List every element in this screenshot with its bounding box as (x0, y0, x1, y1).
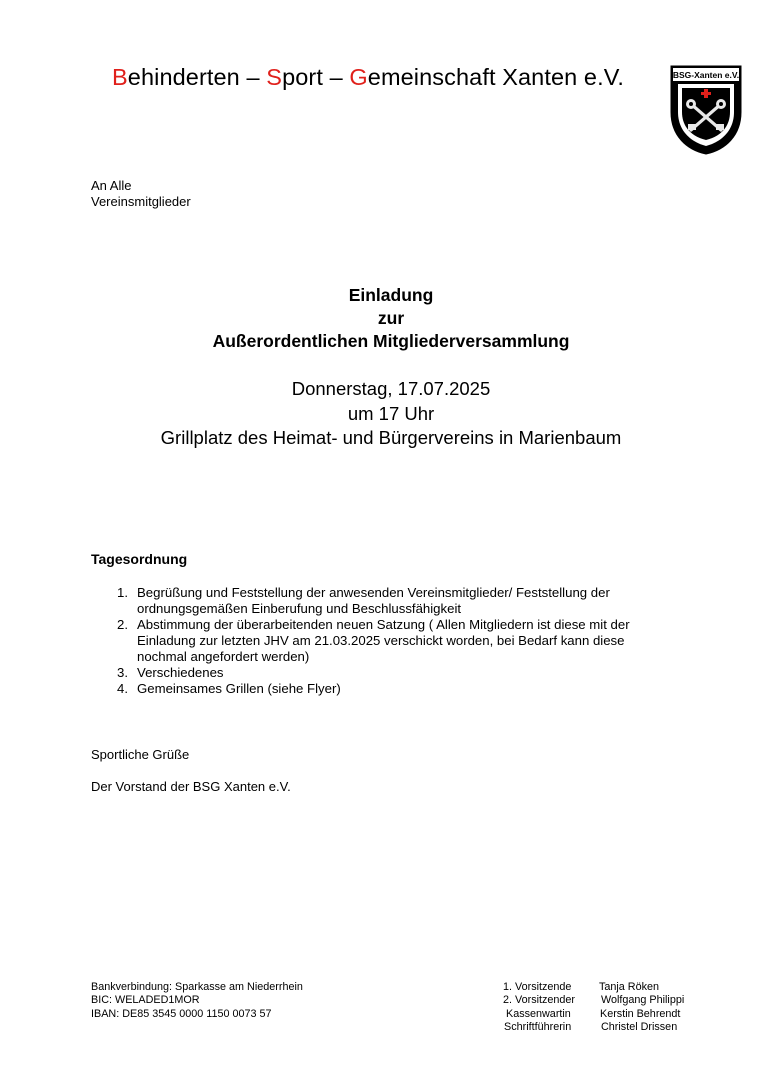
title-part: S (266, 64, 283, 90)
agenda-item (91, 665, 691, 681)
title-part: B (112, 64, 128, 90)
bank-line: IBAN: DE85 3545 0000 1150 0073 57 (91, 1007, 272, 1020)
invitation-line: Einladung (348, 285, 434, 305)
bank-details (91, 981, 303, 1021)
board-name: Tanja Röken (599, 981, 660, 993)
recipient-line: An Alle (91, 178, 132, 193)
title-part: emeinschaft Xanten e.V. (367, 64, 624, 90)
agenda-text: Begrüßung und Feststellung der anwesenden Vereinsmitglieder/ Feststellung der (137, 585, 610, 600)
board-role: 2. Vorsitzender (503, 994, 576, 1007)
agenda-text: ordnungsgemäßen Einberufung und Beschlussfähigkeit (137, 601, 462, 616)
invitation-line: zur (377, 308, 405, 328)
event-details (0, 377, 763, 451)
board-row (503, 1020, 678, 1034)
club-logo (669, 64, 743, 156)
board-role: Schriftführerin (504, 1020, 572, 1033)
title-part: port – (282, 64, 350, 90)
agenda-text: Abstimmung der überarbeitenden neuen Satzung ( Allen Mitgliedern ist diese mit der (137, 617, 630, 632)
board-name: Christel Drissen (601, 1020, 678, 1033)
board-name: Wolfgang Philippi (601, 994, 685, 1007)
event-date: Donnerstag, 17.07.2025 (291, 378, 491, 399)
agenda-number: 1. (117, 585, 128, 600)
event-location: Grillplatz des Heimat- und Bürgervereins in Marienbaum (160, 427, 622, 448)
invitation-line: Außerordentlichen Mitgliederversammlung (212, 331, 570, 351)
agenda-item (91, 585, 691, 617)
agenda-heading: Tagesordnung (91, 551, 188, 567)
agenda-list (91, 585, 691, 697)
signature: Der Vorstand der BSG Xanten e.V. (91, 779, 291, 794)
agenda-item (91, 681, 691, 697)
agenda-text: Verschiedenes (137, 665, 224, 680)
board-row (503, 994, 685, 1007)
greeting: Sportliche Grüße (91, 747, 190, 762)
agenda-text: nochmal angefordert werden) (137, 649, 310, 664)
board-row (503, 1007, 681, 1021)
agenda-item (91, 617, 691, 665)
bank-line: Bankverbindung: Sparkasse am Niederrhein (91, 981, 303, 993)
event-time: um 17 Uhr (347, 402, 435, 424)
agenda-number: 2. (117, 617, 128, 632)
agenda-number: 4. (117, 681, 128, 696)
logo-text: BSG-Xanten e.V. (672, 70, 740, 80)
board-name: Kerstin Behrendt (600, 1007, 681, 1020)
organization-title (112, 64, 624, 91)
board-role: Kassenwartin (506, 1007, 571, 1020)
invitation-title (0, 284, 763, 353)
recipient-block (91, 178, 191, 210)
board-members (503, 981, 685, 1034)
board-row (503, 981, 660, 994)
agenda-number: 3. (117, 665, 128, 680)
title-part: ehinderten – (127, 64, 267, 90)
agenda-text: Gemeinsames Grillen (siehe Flyer) (137, 681, 341, 696)
agenda-text: Einladung zur letzten JHV am 21.03.2025 verschickt worden, bei Bedarf kann diese (137, 633, 625, 648)
title-part: G (349, 64, 368, 90)
bank-line: BIC: WELADED1MOR (91, 994, 200, 1007)
recipient-line: Vereinsmitglieder (91, 194, 191, 209)
board-role: 1. Vorsitzende (503, 981, 572, 993)
